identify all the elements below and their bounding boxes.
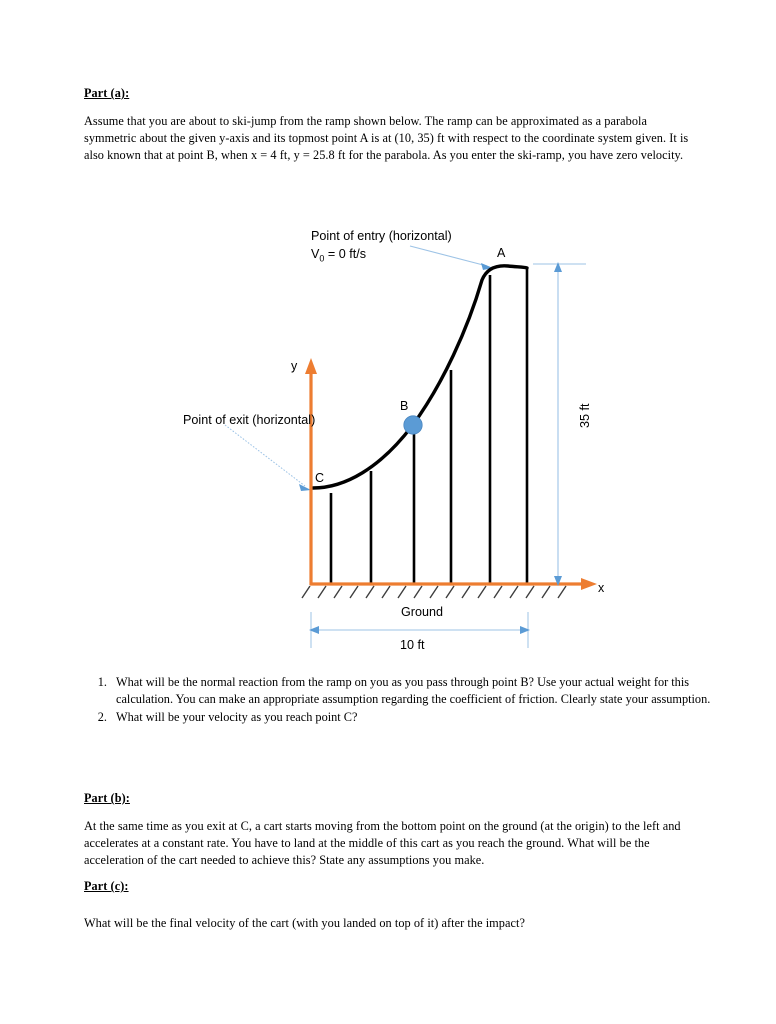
ramp-curve (313, 266, 527, 488)
question-item: 1. What will be the normal reaction from the ramp on you as you pass through point B? Use your actual weight for this calculation. You can make an appropriate assumption regarding the coefficient of friction. Clearly state your assumption. (110, 674, 722, 709)
ground-hatching (302, 586, 566, 598)
ramp-support-ribs (331, 268, 527, 584)
width-dimension-label: 10 ft (400, 638, 425, 652)
point-b-marker (404, 416, 422, 434)
v0-prefix: V (311, 247, 320, 261)
exit-leader-arrow (225, 425, 311, 491)
part-b-body: At the same time as you exit at C, a cart starts moving from the bottom point on the ground (at the origin) to the left and accelerates at a constant rate. You have to land at the middle of this cart as you reach the ground. What will be the acceleration of the cart needed to achieve this? State any assumptions you make. (84, 819, 681, 868)
v0-suffix: = 0 ft/s (324, 247, 367, 261)
point-c-label: C (315, 471, 325, 485)
entry-leader-arrow (410, 246, 493, 270)
x-axis-label: x (598, 581, 605, 595)
ground-label: Ground (401, 605, 444, 619)
entry-label-v0 (311, 246, 366, 268)
point-b-label: B (400, 399, 409, 413)
point-a-label: A (497, 246, 506, 260)
part-a-body: Assume that you are about to ski-jump from the ramp shown below. The ramp can be approximated as a parabola symmetric about the given y-axis and its topmost point A is at (10, 35) ft with respect to the coordinate system given. It is also known that at point B, when x = 4 ft, y = 25.8 ft for the parabola. As you enter the ski-ramp, you have zero velocity. (84, 114, 689, 163)
entry-label-line1: Point of entry (horizontal) (311, 229, 452, 243)
v0-subscript: 0 (319, 253, 325, 264)
part-b-heading: Part (b): (84, 791, 130, 805)
question-list (84, 674, 722, 726)
part-c-heading: Part (c): (84, 879, 129, 893)
part-a-heading: Part (a): (84, 86, 130, 100)
ski-ramp-diagram (0, 218, 776, 668)
diagram-svg (0, 218, 776, 668)
exit-label: Point of exit (horizontal) (183, 413, 316, 427)
y-axis-label: y (291, 359, 298, 373)
question-item: 2. What will be your velocity as you reach point C? (110, 709, 722, 726)
height-dimension-label: 35 ft (578, 403, 592, 428)
part-c-body: What will be the final velocity of the cart (with you landed on top of it) after the impact? (84, 916, 525, 930)
